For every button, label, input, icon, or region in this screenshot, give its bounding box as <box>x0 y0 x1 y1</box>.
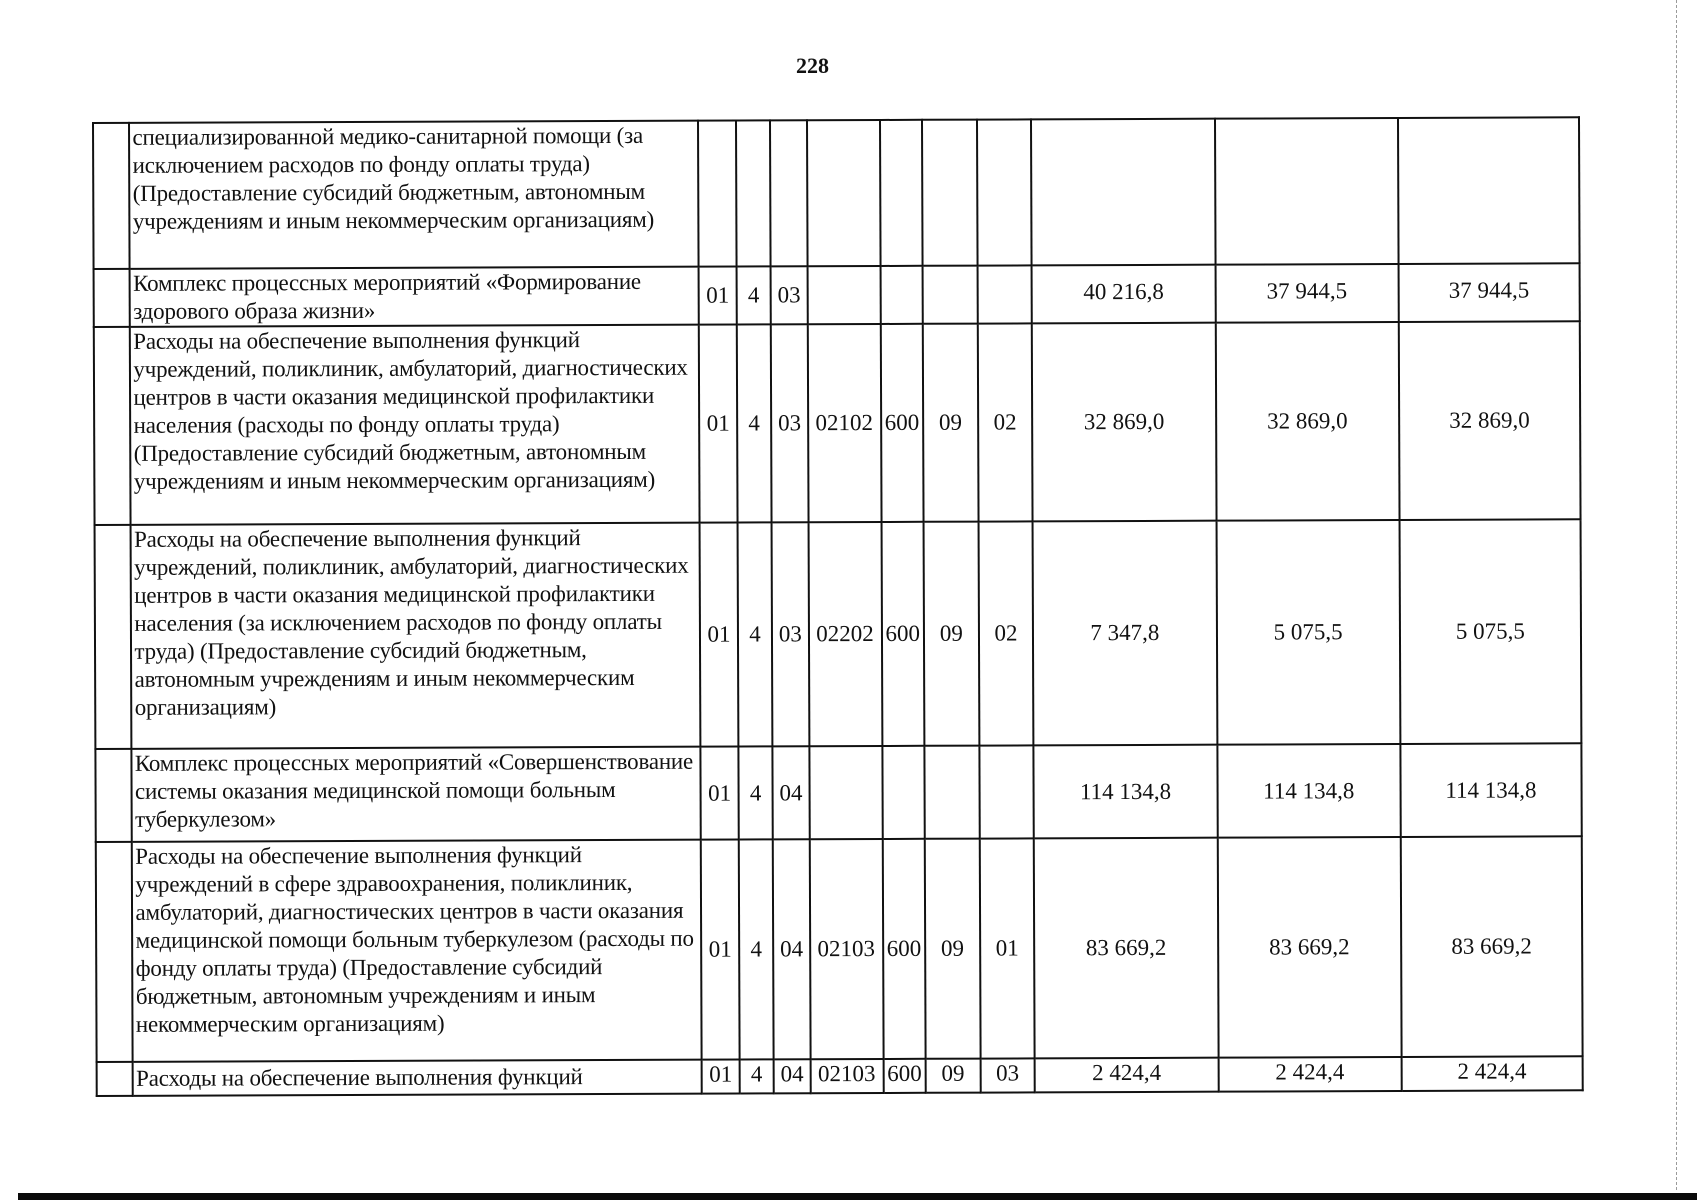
code-cell: 4 <box>736 266 771 324</box>
code-cell <box>923 266 978 324</box>
code-cell <box>807 120 880 266</box>
amount-cell <box>1398 117 1580 264</box>
code-cell: 4 <box>738 746 773 839</box>
amount-cell: 32 869,0 <box>1215 322 1399 521</box>
code-cell: 04 <box>773 746 810 839</box>
table-row <box>94 321 1581 525</box>
row-description: Расходы на обеспечение выполнения функций <box>133 1060 702 1096</box>
table-row <box>94 263 1580 327</box>
code-cell: 4 <box>739 839 774 1059</box>
code-cell: 4 <box>737 324 772 522</box>
amount-cell: 2 424,4 <box>1035 1058 1218 1093</box>
amount-cell: 32 869,0 <box>1399 321 1581 520</box>
amount-cell: 83 669,2 <box>1401 836 1583 1057</box>
row-index-cell <box>96 842 133 1062</box>
code-cell: 04 <box>773 839 810 1059</box>
code-cell <box>807 266 880 324</box>
code-cell: 600 <box>880 324 923 522</box>
code-cell <box>809 746 882 839</box>
row-description: Расходы на обеспечение выполнения функций учреждений в сфере здравоохранения, поликлиник, амбулаторий, диагностических центров в части оказания медицинской помощи больным туберкулезом (расходы по фонду оплаты труда) (Предоставление субсидий бюджетным, автономным учреждениям и иным некоммерческим организациям) <box>132 840 702 1062</box>
amount-cell: 114 134,8 <box>1034 745 1218 839</box>
code-cell: 09 <box>924 522 980 746</box>
code-cell: 01 <box>699 267 737 325</box>
code-cell: 600 <box>883 1059 926 1093</box>
amount-cell <box>1215 118 1399 265</box>
row-description: специализированной медико-санитарной помощи (за исключением расходов по фонду оплаты труда) (Предоставление субсидий бюджетным, автономным учреждениям и иным некоммерческим организациям) <box>129 121 698 269</box>
code-cell: 01 <box>979 838 1035 1058</box>
row-description: Комплекс процессных мероприятий «Совершенствование системы оказания медицинской помощи больным туберкулезом» <box>132 747 701 842</box>
row-index-cell <box>93 123 130 269</box>
amount-cell: 83 669,2 <box>1034 838 1218 1059</box>
amount-cell: 5 075,5 <box>1399 519 1581 744</box>
row-index-cell <box>94 269 131 327</box>
code-cell: 03 <box>771 266 808 324</box>
code-cell: 01 <box>700 523 738 747</box>
code-cell: 02 <box>978 521 1034 745</box>
table-row <box>96 836 1583 1062</box>
code-cell: 01 <box>701 840 739 1060</box>
code-cell: 09 <box>923 324 978 522</box>
code-cell <box>979 745 1034 838</box>
amount-cell <box>1031 119 1215 266</box>
code-cell <box>977 119 1032 265</box>
code-cell: 04 <box>774 1059 811 1093</box>
code-cell: 03 <box>772 522 809 746</box>
code-cell <box>880 266 923 324</box>
code-cell <box>924 746 979 839</box>
amount-cell: 40 216,8 <box>1032 265 1215 324</box>
scan-bottom-border <box>18 1193 1697 1200</box>
code-cell <box>977 265 1032 323</box>
code-cell: 09 <box>926 1059 981 1093</box>
code-cell <box>698 121 736 267</box>
row-index-cell <box>94 327 131 525</box>
row-description: Расходы на обеспечение выполнения функций учреждений, поликлиник, амбулаторий, диагностических центров в части оказания медицинской профилактики населения (расходы по фонду оплаты труда) (Предоставление субсидий бюджетным, автономным учреждениям и иным некоммерческим организациям) <box>130 325 700 525</box>
code-cell <box>922 120 977 266</box>
code-cell: 03 <box>771 324 808 522</box>
code-cell: 4 <box>737 522 772 746</box>
code-cell: 02 <box>977 323 1032 521</box>
code-cell <box>736 120 771 266</box>
budget-table <box>92 116 1584 1097</box>
table-row <box>97 1056 1583 1096</box>
code-cell: 02103 <box>809 839 883 1059</box>
code-cell <box>879 120 922 266</box>
code-cell <box>882 746 925 839</box>
amount-cell: 7 347,8 <box>1033 521 1217 746</box>
code-cell: 4 <box>739 1059 774 1093</box>
amount-cell: 114 134,8 <box>1400 743 1582 837</box>
code-cell <box>770 120 807 266</box>
row-index-cell <box>97 1062 134 1096</box>
code-cell: 600 <box>882 839 925 1059</box>
code-cell: 03 <box>980 1058 1035 1092</box>
amount-cell: 37 944,5 <box>1398 263 1579 322</box>
code-cell: 01 <box>702 1060 740 1094</box>
code-cell: 01 <box>699 325 737 523</box>
amount-cell: 2 424,4 <box>1401 1056 1582 1091</box>
code-cell: 02103 <box>810 1059 883 1093</box>
row-description: Комплекс процессных мероприятий «Формирование здорового образа жизни» <box>130 267 699 327</box>
row-index-cell <box>95 749 132 842</box>
row-description: Расходы на обеспечение выполнения функций учреждений, поликлиник, амбулаторий, диагностических центров в части оказания медицинской профилактики населения (за исключением расходов по фонду оплаты труда) (Предоставление субсидий бюджетным, автономным учреждениям и иным некоммерческим организациям) <box>131 523 701 749</box>
code-cell: 02102 <box>807 324 881 522</box>
amount-cell: 37 944,5 <box>1215 264 1398 323</box>
page-number: 228 <box>796 53 829 78</box>
row-index-cell <box>95 525 132 749</box>
code-cell: 01 <box>701 747 739 840</box>
amount-cell: 83 669,2 <box>1217 837 1401 1058</box>
amount-cell: 114 134,8 <box>1217 744 1401 838</box>
code-cell: 09 <box>925 839 981 1059</box>
code-cell: 02202 <box>808 522 882 746</box>
amount-cell: 5 075,5 <box>1216 520 1400 745</box>
table-row <box>95 519 1582 749</box>
table-row <box>95 743 1581 842</box>
amount-cell: 2 424,4 <box>1218 1057 1401 1092</box>
table-row <box>93 117 1580 269</box>
amount-cell: 32 869,0 <box>1032 323 1216 522</box>
page-edge-line <box>1676 0 1677 1190</box>
code-cell: 600 <box>881 522 924 746</box>
